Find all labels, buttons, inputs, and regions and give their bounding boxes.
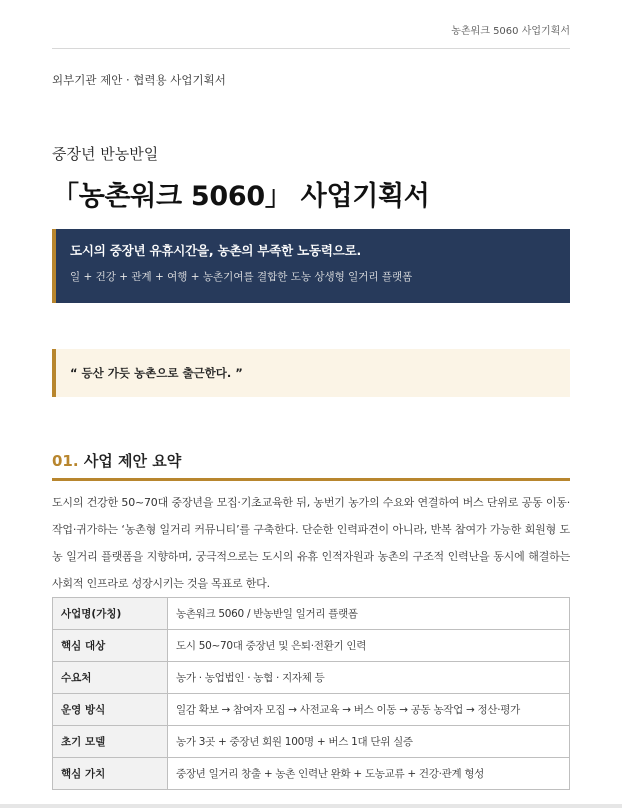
page-bottom-edge <box>0 804 622 808</box>
table-row <box>53 726 570 758</box>
subtitle: 중장년 반농반일 <box>52 145 159 163</box>
section-title: 사업 제안 요약 <box>83 452 182 470</box>
section-body: 도시의 건강한 50~70대 중장년을 모집·기초교육한 뒤, 농번기 농가의 수요와 연결하여 버스 단위로 공동 이동·작업·귀가하는 ‘농촌형 일거리 커뮤니티’를 구축한다. 단순한 인력파견이 아니라, 반복 참여가 가능한 회원형 도농 일거리 플랫폼을 지향하며, 궁극적으로는 도시의 유휴 인적자원과 농촌의 구조적 인력난을 동시에 해결하는 사회적 인프라로 성장시키는 것을 목표로 한다. <box>52 496 570 590</box>
row-label: 핵심 대상 <box>53 630 168 662</box>
table-row <box>53 598 570 630</box>
section-divider <box>52 478 570 481</box>
row-value: 중장년 일거리 창출 + 농촌 인력난 완화 + 도농교류 + 건강·관계 형성 <box>168 758 570 790</box>
page-title: 「농촌워크 5060」 사업기획서 <box>52 181 430 212</box>
slogan-quote: “ 등산 가듯 농촌으로 출근한다. ” <box>52 349 570 397</box>
document-kind: 외부기관 제안 · 협력용 사업기획서 <box>52 73 226 87</box>
table-row <box>53 662 570 694</box>
section-heading <box>52 450 181 471</box>
running-header: 농촌워크 5060 사업기획서 <box>52 22 570 49</box>
row-label: 핵심 가치 <box>53 758 168 790</box>
table-row <box>53 630 570 662</box>
summary-table <box>52 597 570 790</box>
banner-subline: 일 + 건강 + 관계 + 여행 + 농촌기여를 결합한 도농 상생형 일거리 플랫폼 <box>70 271 413 283</box>
banner-headline: 도시의 중장년 유휴시간을, 농촌의 부족한 노동력으로. <box>70 243 362 258</box>
row-value: 농촌워크 5060 / 반농반일 일거리 플랫폼 <box>168 598 570 630</box>
row-label: 운영 방식 <box>53 694 168 726</box>
row-label: 사업명(가칭) <box>53 598 168 630</box>
row-value: 도시 50~70대 중장년 및 은퇴·전환기 인력 <box>168 630 570 662</box>
row-value: 농가 · 농업법인 · 농협 · 지자체 등 <box>168 662 570 694</box>
tagline-banner <box>52 229 570 303</box>
row-value: 농가 3곳 + 중장년 회원 100명 + 버스 1대 단위 실증 <box>168 726 570 758</box>
row-value: 일감 확보 → 참여자 모집 → 사전교육 → 버스 이동 → 공동 농작업 → 정산·평가 <box>168 694 570 726</box>
table-row <box>53 758 570 790</box>
row-label: 초기 모델 <box>53 726 168 758</box>
row-label: 수요처 <box>53 662 168 694</box>
section-number: 01. <box>52 452 79 470</box>
table-row <box>53 694 570 726</box>
